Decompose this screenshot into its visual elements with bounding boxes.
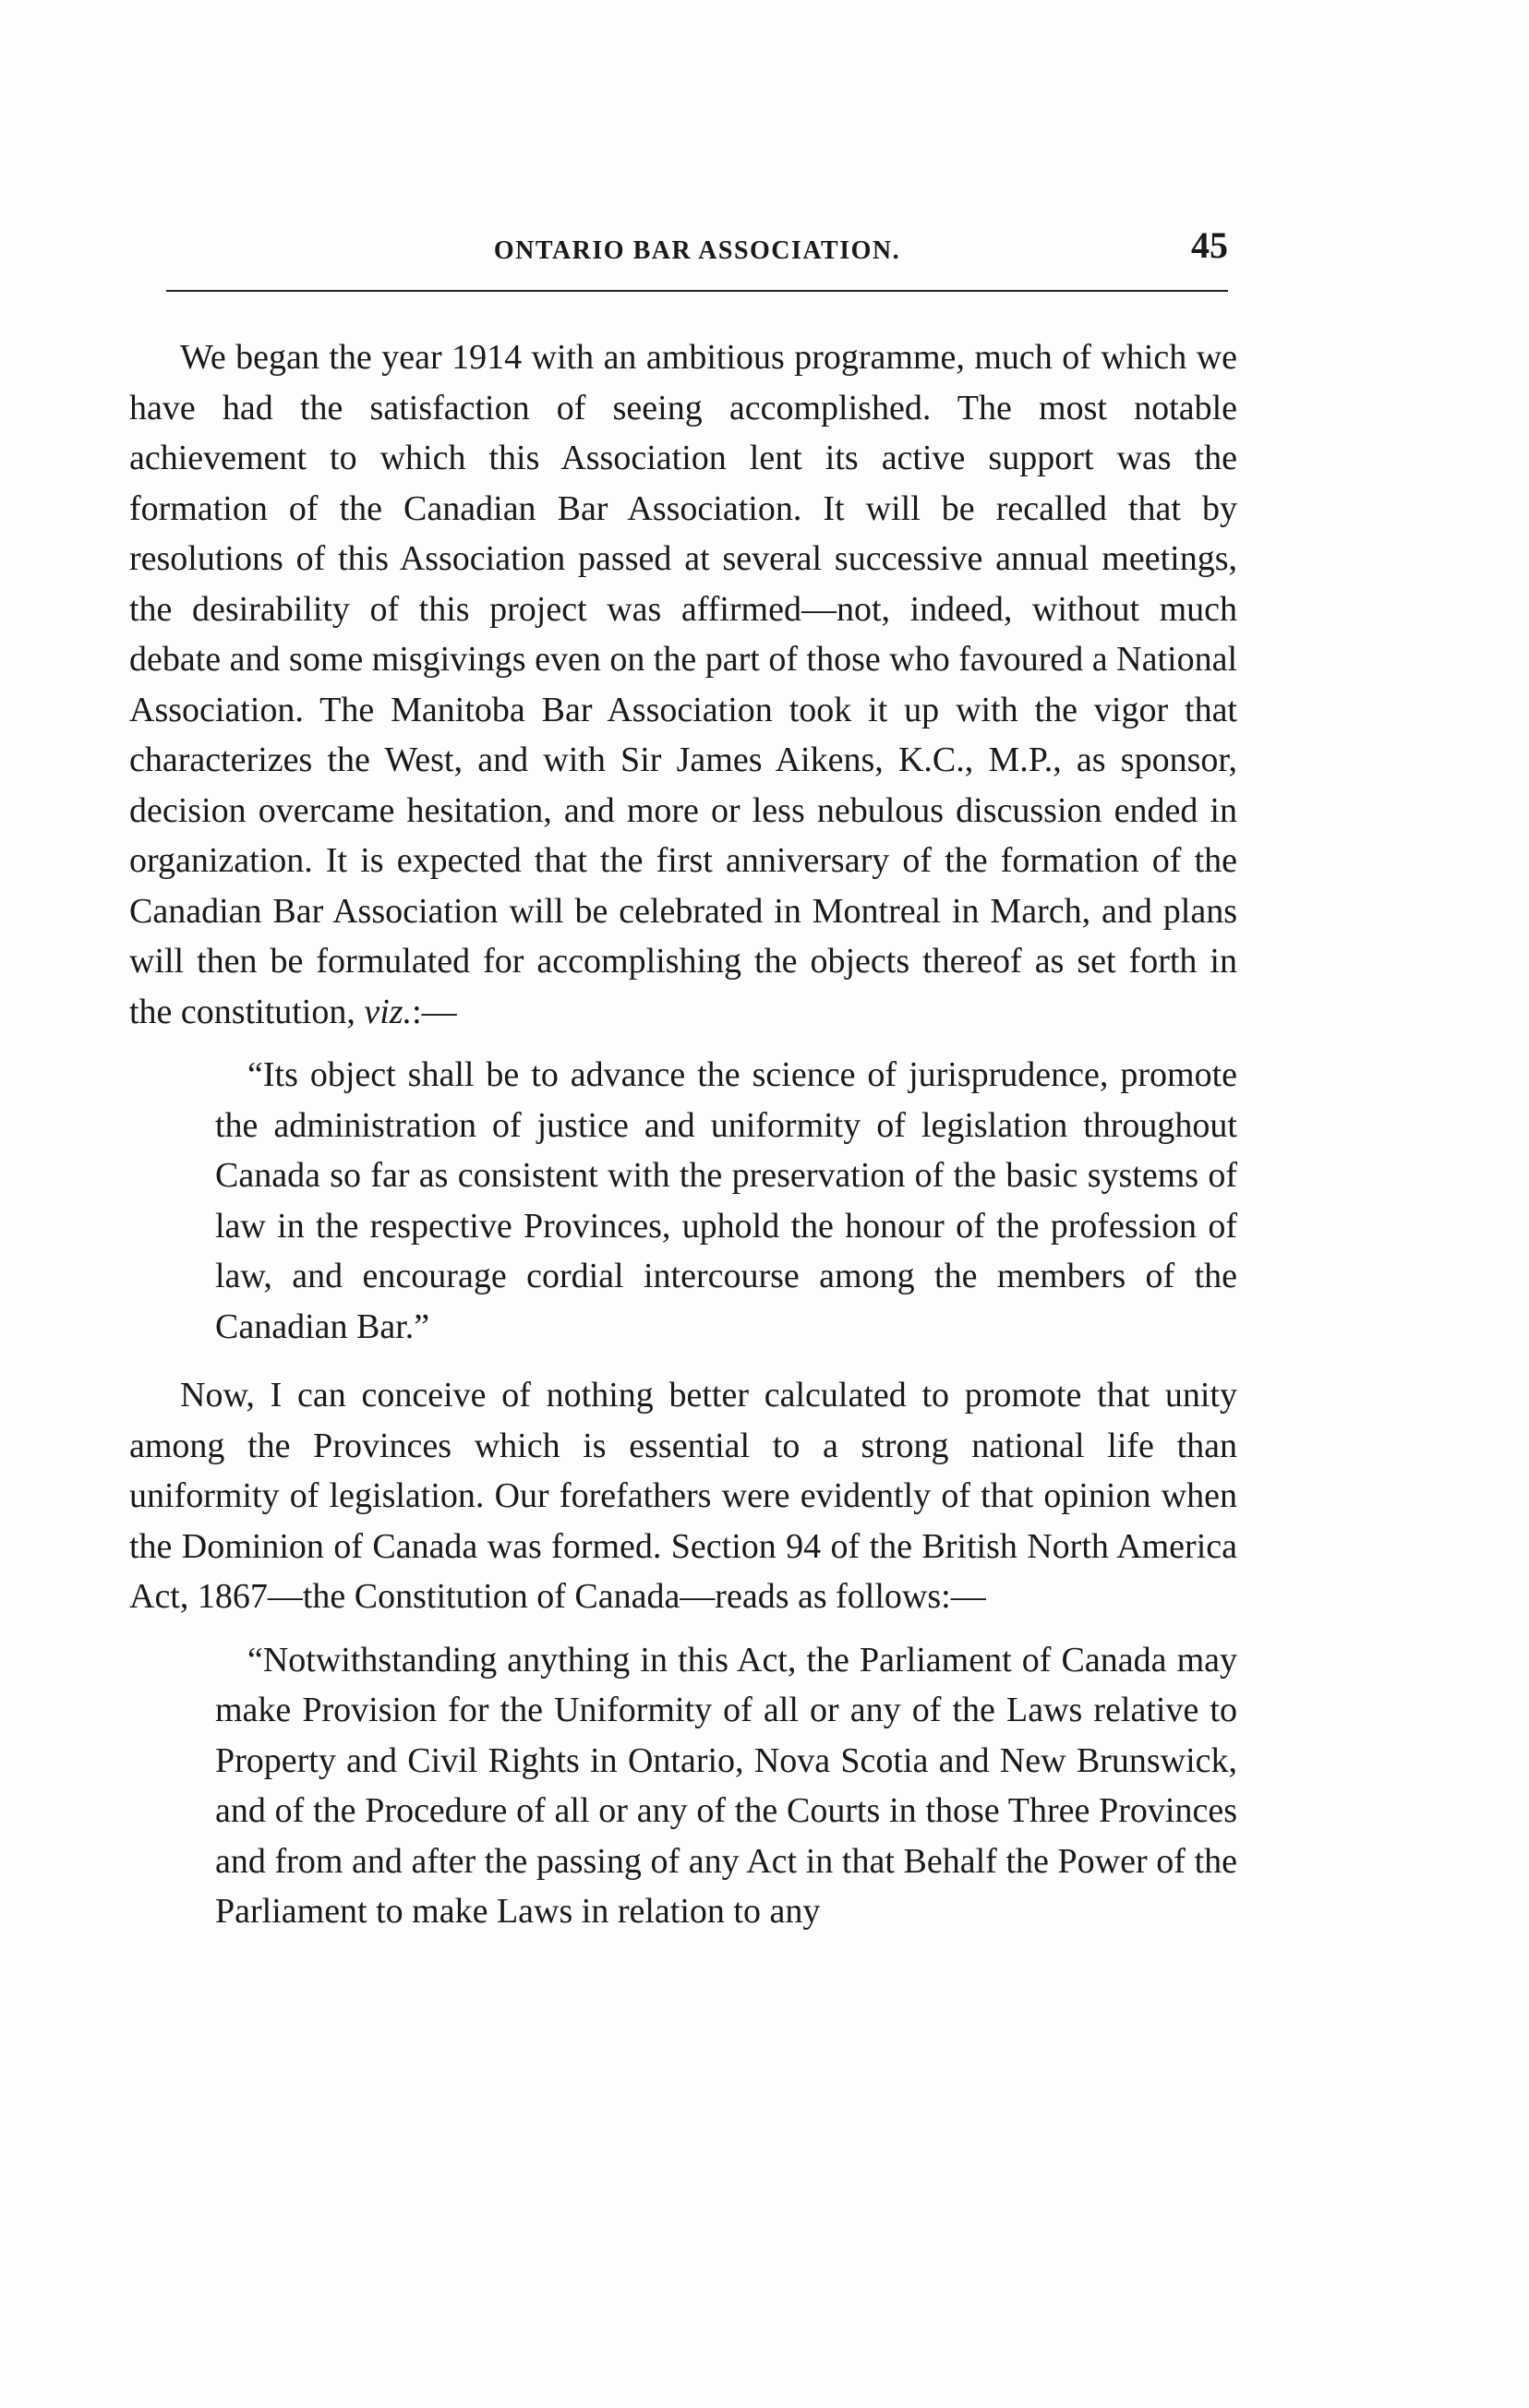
quote-1: “Its object shall be to advance the science of jurisprudence, promote the administration of justice and uniformity of legislation throughout Canada so far as consistent with the preservation of the basic systems of law in the respective Provinces, uphold the honour of the profession of law, and encourage cordial intercourse among the members of the Canadian Bar.” xyxy=(215,1055,1237,1346)
paragraph-1-text: We began the year 1914 with an ambitious programme, much of which we have had the satisfaction of seeing accomplished. The most notable achievement to which this Association lent its active support was the formation of the Canadian Bar Association. It will be recalled that by resolutions of this Association passed at several successive annual meetings, the desirability of this project was affirmed—not, indeed, without much debate and some misgivings even on the part of those who favoured a National Association. The Manitoba Bar Association took it up with the vigor that characterizes the West, and with Sir James Aikens, K.C., M.P., as sponsor, decision overcame hesitation, and more or less nebulous discussion ended in organization. It is expected that the first anniversary of the formation of the Canadian Bar Association will be celebrated in Montreal in March, and plans will then be formulated for accomplishing the objects thereof as set forth in the constitution, xyxy=(129,338,1237,1031)
page-number: 45 xyxy=(1191,224,1228,266)
header-rule xyxy=(166,290,1228,292)
running-title: ONTARIO BAR ASSOCIATION. xyxy=(493,236,901,265)
body-text xyxy=(129,332,1237,1952)
quote-2: “Notwithstanding anything in this Act, the Parliament of Canada may make Provision for the Uniformity of all or any of the Laws relative to Property and Civil Rights in Ontario, Nova Scotia and New Brunswick, and of the Procedure of all or any of the Courts in those Three Provinces and from and after the passing of any Act in that Behalf the Power of the Parliament to make Laws in relation to any xyxy=(215,1640,1237,1931)
paragraph-1 xyxy=(129,332,1237,1037)
running-head xyxy=(166,222,1228,277)
paragraph-1-viz: viz. xyxy=(364,992,413,1031)
paragraph-1-end: :— xyxy=(412,992,457,1031)
paragraph-2: Now, I can conceive of nothing better calculated to promote that unity among the Provinces which is essential to a strong national life than uniformity of legislation. Our forefathers were evidently of that opinion when the Dominion of Canada was formed. Section 94 of the British North America Act, 1867—the Constitution of Canada—reads as follows:— xyxy=(129,1376,1237,1616)
